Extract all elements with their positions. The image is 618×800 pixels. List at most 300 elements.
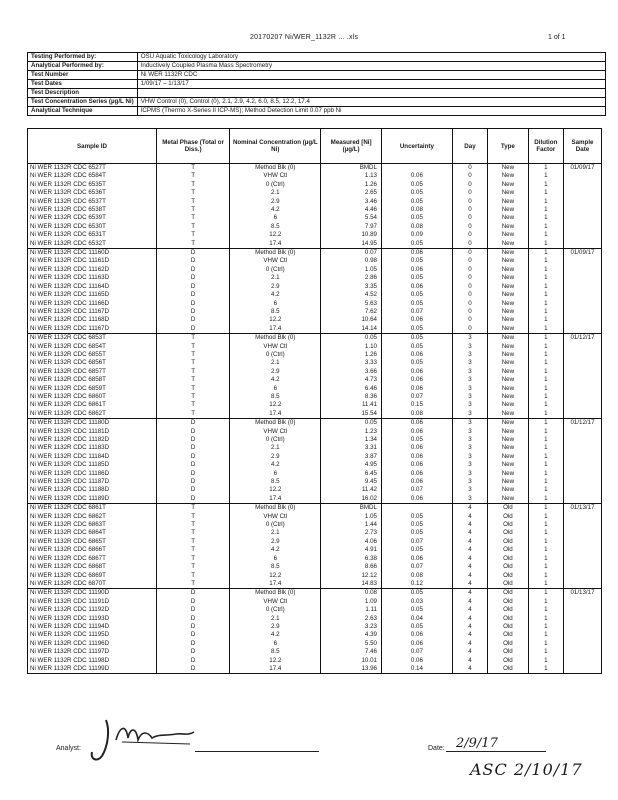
cell-uncertainty: 0.07 — [381, 486, 452, 494]
cell-nominal: 6 — [230, 214, 321, 222]
cell-uncertainty: 0.06 — [381, 376, 452, 384]
cell-sample-id: Ni WER 1132R CDC 11166D — [28, 300, 157, 308]
meta-row — [28, 89, 606, 98]
col-type: Type — [488, 129, 528, 164]
cell-type: Old — [488, 598, 528, 606]
cell-sample-date — [564, 325, 602, 334]
cell-sample-date — [564, 572, 602, 580]
cell-nominal: 4.2 — [230, 206, 321, 214]
cell-metal-phase: T — [156, 580, 229, 589]
cell-dilution: 1 — [528, 444, 563, 452]
cell-dilution: 1 — [528, 240, 563, 249]
cell-dilution: 1 — [528, 181, 563, 189]
cell-day: 3 — [452, 385, 487, 393]
cell-sample-id: Ni WER 1132R CDC 11163D — [28, 274, 157, 282]
cell-uncertainty: 0.06 — [381, 283, 452, 291]
table-row — [28, 470, 602, 478]
cell-dilution: 1 — [528, 223, 563, 231]
col-sample-id: Sample ID — [28, 129, 157, 164]
cell-dilution: 1 — [528, 504, 563, 513]
cell-sample-id: Ni WER 1132R CDC 6532T — [28, 240, 157, 249]
cell-uncertainty: 0.07 — [381, 393, 452, 401]
cell-day: 4 — [452, 546, 487, 554]
cell-sample-date — [564, 223, 602, 231]
cell-dilution: 1 — [528, 453, 563, 461]
meta-key: Analytical Performed by: — [28, 62, 138, 71]
cell-dilution: 1 — [528, 385, 563, 393]
cell-nominal: 0 (Ctrl) — [230, 436, 321, 444]
cell-sample-date — [564, 266, 602, 274]
cell-sample-id: Ni WER 1132R CDC 6857T — [28, 368, 157, 376]
table-row — [28, 419, 602, 428]
cell-dilution: 1 — [528, 214, 563, 222]
cell-dilution: 1 — [528, 410, 563, 419]
cell-sample-id: Ni WER 1132R CDC 6862T — [28, 513, 157, 521]
cell-nominal: Method Blk (0) — [230, 249, 321, 258]
cell-metal-phase: D — [156, 640, 229, 648]
cell-measured: 3.66 — [321, 368, 382, 376]
cell-uncertainty: 0.07 — [381, 308, 452, 316]
cell-dilution: 1 — [528, 316, 563, 324]
table-row — [28, 249, 602, 258]
cell-nominal: 17.4 — [230, 665, 321, 674]
cell-day: 0 — [452, 181, 487, 189]
cell-measured: 10.64 — [321, 316, 382, 324]
cell-type: New — [488, 181, 528, 189]
table-row — [28, 521, 602, 529]
cell-sample-date — [564, 274, 602, 282]
meta-value: OSU Aquatic Toxicology Laboratory — [137, 53, 605, 62]
cell-uncertainty: 0.05 — [381, 334, 452, 343]
cell-day: 4 — [452, 648, 487, 656]
cell-sample-id: Ni WER 1132R CDC 11182D — [28, 436, 157, 444]
cell-nominal: VHW Ctl — [230, 257, 321, 265]
cell-measured: 1.44 — [321, 521, 382, 529]
cell-nominal: 6 — [230, 640, 321, 648]
cell-type: New — [488, 257, 528, 265]
cell-nominal: 6 — [230, 555, 321, 563]
cell-measured: 1.10 — [321, 343, 382, 351]
cell-metal-phase: D — [156, 257, 229, 265]
cell-uncertainty: 0.05 — [381, 529, 452, 537]
cell-type: Old — [488, 615, 528, 623]
cell-dilution: 1 — [528, 359, 563, 367]
cell-measured: 1.23 — [321, 428, 382, 436]
cell-measured: 14.95 — [321, 240, 382, 249]
table-row — [28, 283, 602, 291]
cell-type: Old — [488, 589, 528, 598]
cell-uncertainty: 0.05 — [381, 359, 452, 367]
cell-dilution: 1 — [528, 615, 563, 623]
cell-dilution: 1 — [528, 648, 563, 656]
cell-sample-date — [564, 206, 602, 214]
cell-day: 0 — [452, 291, 487, 299]
cell-metal-phase: T — [156, 172, 229, 180]
cell-nominal: 2.1 — [230, 274, 321, 282]
cell-day: 3 — [452, 376, 487, 384]
table-row — [28, 640, 602, 648]
cell-uncertainty: 0.06 — [381, 555, 452, 563]
cell-sample-date — [564, 521, 602, 529]
cell-day: 3 — [452, 428, 487, 436]
table-row — [28, 631, 602, 639]
cell-dilution: 1 — [528, 164, 563, 173]
cell-measured: 2.73 — [321, 529, 382, 537]
cell-nominal: 0 (Ctrl) — [230, 266, 321, 274]
cell-nominal: 2.1 — [230, 189, 321, 197]
cell-sample-date — [564, 640, 602, 648]
table-row — [28, 572, 602, 580]
cell-uncertainty — [381, 504, 452, 513]
cell-uncertainty: 0.06 — [381, 444, 452, 452]
cell-measured: 0.05 — [321, 334, 382, 343]
cell-dilution: 1 — [528, 308, 563, 316]
cell-type: New — [488, 419, 528, 428]
cell-metal-phase: T — [156, 572, 229, 580]
table-row — [28, 274, 602, 282]
cell-type: Old — [488, 631, 528, 639]
cell-sample-date — [564, 470, 602, 478]
cell-dilution: 1 — [528, 376, 563, 384]
cell-metal-phase: D — [156, 657, 229, 665]
cell-dilution: 1 — [528, 419, 563, 428]
analyst-label: Analyst: — [56, 745, 81, 752]
cell-metal-phase: D — [156, 453, 229, 461]
cell-sample-date — [564, 393, 602, 401]
meta-row — [28, 98, 606, 107]
cell-day: 3 — [452, 444, 487, 452]
cell-sample-date — [564, 359, 602, 367]
cell-uncertainty: 0.06 — [381, 385, 452, 393]
cell-sample-id: Ni WER 1132R CDC 6862T — [28, 410, 157, 419]
cell-metal-phase: D — [156, 589, 229, 598]
cell-uncertainty: 0.05 — [381, 325, 452, 334]
cell-type: Old — [488, 521, 528, 529]
cell-measured: 6.38 — [321, 555, 382, 563]
cell-sample-id: Ni WER 1132R CDC 6861T — [28, 504, 157, 513]
cell-metal-phase: T — [156, 181, 229, 189]
cell-metal-phase: D — [156, 495, 229, 504]
table-row — [28, 401, 602, 409]
cell-sample-date — [564, 631, 602, 639]
cell-sample-id: Ni WER 1132R CDC 11191D — [28, 598, 157, 606]
cell-day: 0 — [452, 325, 487, 334]
cell-metal-phase: T — [156, 231, 229, 239]
cell-type: New — [488, 453, 528, 461]
cell-dilution: 1 — [528, 461, 563, 469]
table-row — [28, 343, 602, 351]
cell-measured: 0.98 — [321, 257, 382, 265]
cell-sample-id: Ni WER 1132R CDC 11198D — [28, 657, 157, 665]
cell-uncertainty: 0.06 — [381, 368, 452, 376]
cell-day: 4 — [452, 504, 487, 513]
cell-measured: 4.95 — [321, 461, 382, 469]
cell-type: New — [488, 401, 528, 409]
cell-measured: 0.05 — [321, 419, 382, 428]
cell-day: 4 — [452, 657, 487, 665]
cell-dilution: 1 — [528, 478, 563, 486]
col-uncertainty: Uncertainty — [381, 129, 452, 164]
cell-sample-id: Ni WER 1132R CDC 6863T — [28, 521, 157, 529]
cell-uncertainty: 0.14 — [381, 665, 452, 674]
cell-sample-date — [564, 181, 602, 189]
cell-measured: 7.46 — [321, 648, 382, 656]
cell-sample-id: Ni WER 1132R CDC 6866T — [28, 546, 157, 554]
cell-uncertainty: 0.05 — [381, 240, 452, 249]
cell-type: New — [488, 436, 528, 444]
cell-sample-id: Ni WER 1132R CDC 6856T — [28, 359, 157, 367]
cell-nominal: 8.5 — [230, 648, 321, 656]
table-row — [28, 529, 602, 537]
table-row — [28, 376, 602, 384]
table-row — [28, 231, 602, 239]
cell-measured: 4.06 — [321, 538, 382, 546]
cell-type: Old — [488, 538, 528, 546]
meta-value — [137, 89, 605, 98]
cell-metal-phase: T — [156, 359, 229, 367]
cell-metal-phase: T — [156, 351, 229, 359]
page-number: 1 of 1 — [548, 34, 566, 41]
cell-nominal: 2.1 — [230, 529, 321, 537]
cell-day: 4 — [452, 623, 487, 631]
cell-sample-date: 01/13/17 — [564, 589, 602, 598]
cell-nominal: 2.1 — [230, 359, 321, 367]
cell-metal-phase: D — [156, 436, 229, 444]
cell-sample-id: Ni WER 1132R CDC 6868T — [28, 563, 157, 571]
cell-sample-date — [564, 231, 602, 239]
cell-sample-date — [564, 478, 602, 486]
cell-type: Old — [488, 546, 528, 554]
cell-sample-id: Ni WER 1132R CDC 11165D — [28, 291, 157, 299]
cell-nominal: 8.5 — [230, 223, 321, 231]
cell-metal-phase: T — [156, 206, 229, 214]
cell-sample-date: 01/12/17 — [564, 334, 602, 343]
cell-type: New — [488, 189, 528, 197]
cell-day: 3 — [452, 461, 487, 469]
cell-nominal: Method Blk (0) — [230, 589, 321, 598]
cell-uncertainty: 0.05 — [381, 300, 452, 308]
test-info-table — [27, 52, 606, 116]
table-row — [28, 351, 602, 359]
cell-uncertainty — [381, 164, 452, 173]
cell-metal-phase: D — [156, 615, 229, 623]
cell-measured: 6.46 — [321, 385, 382, 393]
cell-uncertainty: 0.06 — [381, 172, 452, 180]
cell-metal-phase: D — [156, 665, 229, 674]
cell-sample-id: Ni WER 1132R CDC 11188D — [28, 486, 157, 494]
cell-uncertainty: 0.05 — [381, 436, 452, 444]
analyst-signature — [86, 716, 198, 766]
cell-sample-id: Ni WER 1132R CDC 11187D — [28, 478, 157, 486]
cell-nominal: 12.2 — [230, 572, 321, 580]
cell-metal-phase: D — [156, 308, 229, 316]
cell-nominal: 0 (Ctrl) — [230, 181, 321, 189]
cell-measured: 6.45 — [321, 470, 382, 478]
cell-type: New — [488, 385, 528, 393]
cell-dilution: 1 — [528, 283, 563, 291]
cell-day: 4 — [452, 589, 487, 598]
cell-type: New — [488, 316, 528, 324]
cell-measured: 11.42 — [321, 486, 382, 494]
cell-sample-id: Ni WER 1132R CDC 6860T — [28, 393, 157, 401]
cell-sample-id: Ni WER 1132R CDC 11196D — [28, 640, 157, 648]
cell-measured: 10.01 — [321, 657, 382, 665]
cell-type: New — [488, 428, 528, 436]
cell-day: 0 — [452, 249, 487, 258]
meta-row — [28, 80, 606, 89]
cell-metal-phase: D — [156, 283, 229, 291]
cell-metal-phase: D — [156, 291, 229, 299]
cell-uncertainty: 0.06 — [381, 316, 452, 324]
cell-nominal: VHW Ctl — [230, 598, 321, 606]
cell-metal-phase: D — [156, 325, 229, 334]
cell-uncertainty: 0.06 — [381, 453, 452, 461]
table-row — [28, 495, 602, 504]
cell-metal-phase: D — [156, 274, 229, 282]
cell-uncertainty: 0.05 — [381, 181, 452, 189]
cell-uncertainty: 0.05 — [381, 198, 452, 206]
cell-measured: 1.05 — [321, 513, 382, 521]
cell-type: Old — [488, 657, 528, 665]
cell-day: 0 — [452, 164, 487, 173]
cell-nominal: 0 (Ctrl) — [230, 521, 321, 529]
cell-dilution: 1 — [528, 657, 563, 665]
cell-uncertainty: 0.06 — [381, 631, 452, 639]
cell-metal-phase: D — [156, 461, 229, 469]
cell-day: 4 — [452, 563, 487, 571]
cell-measured: 1.05 — [321, 266, 382, 274]
cell-metal-phase: T — [156, 240, 229, 249]
cell-sample-id: Ni WER 1132R CDC 11189D — [28, 495, 157, 504]
col-day: Day — [452, 129, 487, 164]
table-row — [28, 410, 602, 419]
cell-dilution: 1 — [528, 198, 563, 206]
cell-sample-id: Ni WER 1132R CDC 6864T — [28, 529, 157, 537]
cell-sample-id: Ni WER 1132R CDC 11185D — [28, 461, 157, 469]
cell-sample-id: Ni WER 1132R CDC 6859T — [28, 385, 157, 393]
cell-nominal: 12.2 — [230, 316, 321, 324]
table-row — [28, 257, 602, 265]
cell-nominal: 12.2 — [230, 486, 321, 494]
cell-sample-id: Ni WER 1132R CDC 6858T — [28, 376, 157, 384]
cell-type: New — [488, 359, 528, 367]
table-row — [28, 657, 602, 665]
cell-metal-phase: D — [156, 478, 229, 486]
cell-sample-id: Ni WER 1132R CDC 11162D — [28, 266, 157, 274]
cell-sample-id: Ni WER 1132R CDC 6870T — [28, 580, 157, 589]
cell-dilution: 1 — [528, 351, 563, 359]
cell-nominal: 4.2 — [230, 461, 321, 469]
table-header-row — [28, 129, 602, 164]
table-row — [28, 308, 602, 316]
cell-nominal: 17.4 — [230, 580, 321, 589]
cell-measured: 4.73 — [321, 376, 382, 384]
cell-sample-id: Ni WER 1132R CDC 6855T — [28, 351, 157, 359]
table-row — [28, 266, 602, 274]
cell-sample-id: Ni WER 1132R CDC 11167D — [28, 325, 157, 334]
cell-measured: 1.11 — [321, 606, 382, 614]
cell-day: 3 — [452, 401, 487, 409]
cell-dilution: 1 — [528, 206, 563, 214]
cell-type: Old — [488, 513, 528, 521]
cell-measured: 9.45 — [321, 478, 382, 486]
table-row — [28, 172, 602, 180]
cell-day: 0 — [452, 266, 487, 274]
cell-measured: 10.89 — [321, 231, 382, 239]
cell-day: 3 — [452, 368, 487, 376]
cell-uncertainty: 0.06 — [381, 419, 452, 428]
cell-measured: 3.87 — [321, 453, 382, 461]
cell-nominal: 12.2 — [230, 231, 321, 239]
cell-day: 3 — [452, 486, 487, 494]
cell-measured: 1.09 — [321, 598, 382, 606]
cell-type: New — [488, 410, 528, 419]
cell-nominal: 2.9 — [230, 198, 321, 206]
cell-metal-phase: D — [156, 428, 229, 436]
table-row — [28, 589, 602, 598]
cell-dilution: 1 — [528, 555, 563, 563]
table-row — [28, 164, 602, 173]
cell-dilution: 1 — [528, 231, 563, 239]
cell-day: 3 — [452, 436, 487, 444]
cell-sample-id: Ni WER 1132R CDC 11183D — [28, 444, 157, 452]
cell-nominal: 0 (Ctrl) — [230, 606, 321, 614]
meta-key: Test Description — [28, 89, 138, 98]
cell-uncertainty: 0.05 — [381, 589, 452, 598]
meta-value: 1/09/17 – 1/13/17 — [137, 80, 605, 89]
cell-sample-id: Ni WER 1132R CDC 6865T — [28, 538, 157, 546]
cell-sample-id: Ni WER 1132R CDC 6536T — [28, 189, 157, 197]
cell-measured: 5.54 — [321, 214, 382, 222]
cell-uncertainty: 0.06 — [381, 657, 452, 665]
cell-uncertainty: 0.09 — [381, 231, 452, 239]
cell-uncertainty: 0.06 — [381, 461, 452, 469]
cell-uncertainty: 0.12 — [381, 580, 452, 589]
cell-day: 0 — [452, 189, 487, 197]
cell-type: New — [488, 368, 528, 376]
cell-day: 3 — [452, 478, 487, 486]
table-row — [28, 580, 602, 589]
cell-uncertainty: 0.08 — [381, 410, 452, 419]
cell-nominal: 8.5 — [230, 393, 321, 401]
cell-day: 4 — [452, 640, 487, 648]
cell-metal-phase: T — [156, 189, 229, 197]
cell-type: New — [488, 206, 528, 214]
cell-dilution: 1 — [528, 538, 563, 546]
table-row — [28, 291, 602, 299]
cell-metal-phase: D — [156, 249, 229, 258]
cell-type: Old — [488, 623, 528, 631]
cell-day: 3 — [452, 343, 487, 351]
cell-sample-date — [564, 495, 602, 504]
cell-dilution: 1 — [528, 529, 563, 537]
cell-sample-date — [564, 615, 602, 623]
cell-measured: 2.63 — [321, 615, 382, 623]
meta-key: Testing Performed by: — [28, 53, 138, 62]
cell-dilution: 1 — [528, 665, 563, 674]
cell-uncertainty: 0.05 — [381, 214, 452, 222]
table-row — [28, 546, 602, 554]
cell-nominal: Method Blk (0) — [230, 504, 321, 513]
cell-day: 3 — [452, 453, 487, 461]
table-row — [28, 665, 602, 674]
cell-metal-phase: T — [156, 393, 229, 401]
cell-nominal: Method Blk (0) — [230, 419, 321, 428]
cell-nominal: 6 — [230, 385, 321, 393]
cell-day: 0 — [452, 206, 487, 214]
cell-sample-date — [564, 343, 602, 351]
cell-sample-id: Ni WER 1132R CDC 6535T — [28, 181, 157, 189]
